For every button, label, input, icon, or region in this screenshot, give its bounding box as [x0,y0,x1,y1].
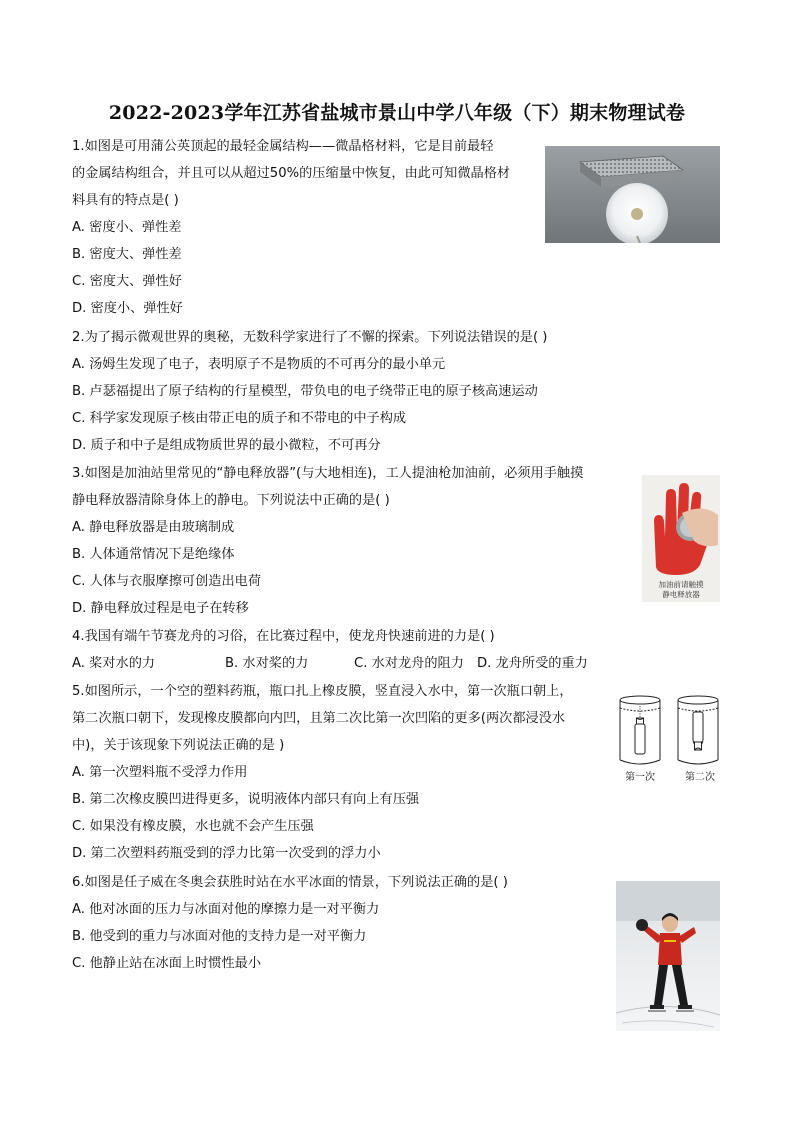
sign-text-line-1: 加油前请触摸 [658,580,704,589]
question-4-line-1: 4.我国有端午节赛龙舟的习俗，在比赛过程中，使龙舟快速前进的力是( ) [72,629,495,644]
option-1b: B. 密度大、弹性差 [72,247,182,262]
question-3-line-2: 静电释放器清除身体上的静电。下列说法中正确的是( ) [72,493,390,508]
question-5-line-2: 第二次瓶口朝下，发现橡皮膜都向内凹，且第二次比第一次凹陷的更多(两次都浸没水 [72,711,566,726]
static-discharger-image [642,475,720,602]
option-2b: B. 卢瑟福提出了原子结构的行星模型，带负电的电子绕带正电的原子核高速运动 [72,384,538,399]
caption-first: 第一次 [625,772,655,783]
option-2d: D. 质子和中子是组成物质世界的最小微粒，不可再分 [72,438,381,453]
question-6-line-1: 6.如图是任子威在冬奥会获胜时站在水平冰面的情景，下列说法正确的是( ) [72,875,508,890]
bottle-in-water-diagram [614,692,724,787]
question-2-line-1: 2.为了揭示微观世界的奥秘，无数科学家进行了不懈的探索。下列说法错误的是( ) [72,330,548,345]
question-3-line-1: 3.如图是加油站里常见的“静电释放器”(与大地相连)，工人提油枪加油前，必须用手触摸 [72,466,584,481]
option-2c: C. 科学家发现原子核由带正电的质子和不带电的中子构成 [72,411,407,426]
question-5-line-1: 5.如图所示，一个空的塑料药瓶，瓶口扎上橡皮膜，竖直浸入水中，第一次瓶口朝上， [72,684,573,699]
option-5d: D. 第二次塑料药瓶受到的浮力比第一次受到的浮力小 [72,846,381,861]
option-5b: B. 第二次橡皮膜凹进得更多，说明液体内部只有向上有压强 [72,792,420,807]
question-1-line-3: 料具有的特点是( ) [72,193,179,208]
option-6a: A. 他对冰面的压力与冰面对他的摩擦力是一对平衡力 [72,902,380,917]
question-5-line-3: 中)，关于该现象下列说法正确的是 ) [72,738,285,753]
option-5c: C. 如果没有橡皮膜，水也就不会产生压强 [72,819,314,834]
option-4c: C. 水对龙舟的阻力 [354,656,464,671]
option-6c: C. 他静止站在冰面上时惯性最小 [72,956,262,971]
option-4a: A. 桨对水的力 [72,656,156,671]
option-2a: A. 汤姆生发现了电子，表明原子不是物质的不可再分的最小单元 [72,357,446,372]
option-4d: D. 龙舟所受的重力 [477,656,588,671]
option-3c: C. 人体与衣服摩擦可创造出电荷 [72,574,262,589]
option-1a: A. 密度小、弹性差 [72,220,182,235]
option-3d: D. 静电释放过程是电子在转移 [72,601,249,616]
option-5a: A. 第一次塑料瓶不受浮力作用 [72,765,248,780]
option-1d: D. 密度小、弹性好 [72,301,183,316]
option-3b: B. 人体通常情况下是绝缘体 [72,547,235,562]
option-4b: B. 水对桨的力 [225,656,309,671]
sign-text-line-2: 静电释放器 [662,590,700,599]
skater-on-ice-image [616,881,720,1031]
caption-second: 第二次 [685,772,715,783]
question-1-line-1: 1.如图是可用蒲公英顶起的最轻金属结构——微晶格材料，它是目前最轻 [72,139,494,154]
microlattice-dandelion-image [545,146,720,243]
option-6b: B. 他受到的重力与冰面对他的支持力是一对平衡力 [72,929,367,944]
option-1c: C. 密度大、弹性好 [72,274,182,289]
page-title: 2022-2023学年江苏省盐城市景山中学八年级（下）期末物理试卷 [108,102,686,124]
question-1-line-2: 的金属结构组合，并且可以从超过50%的压缩量中恢复，由此可知微晶格材 [72,166,511,181]
option-3a: A. 静电释放器是由玻璃制成 [72,520,235,535]
